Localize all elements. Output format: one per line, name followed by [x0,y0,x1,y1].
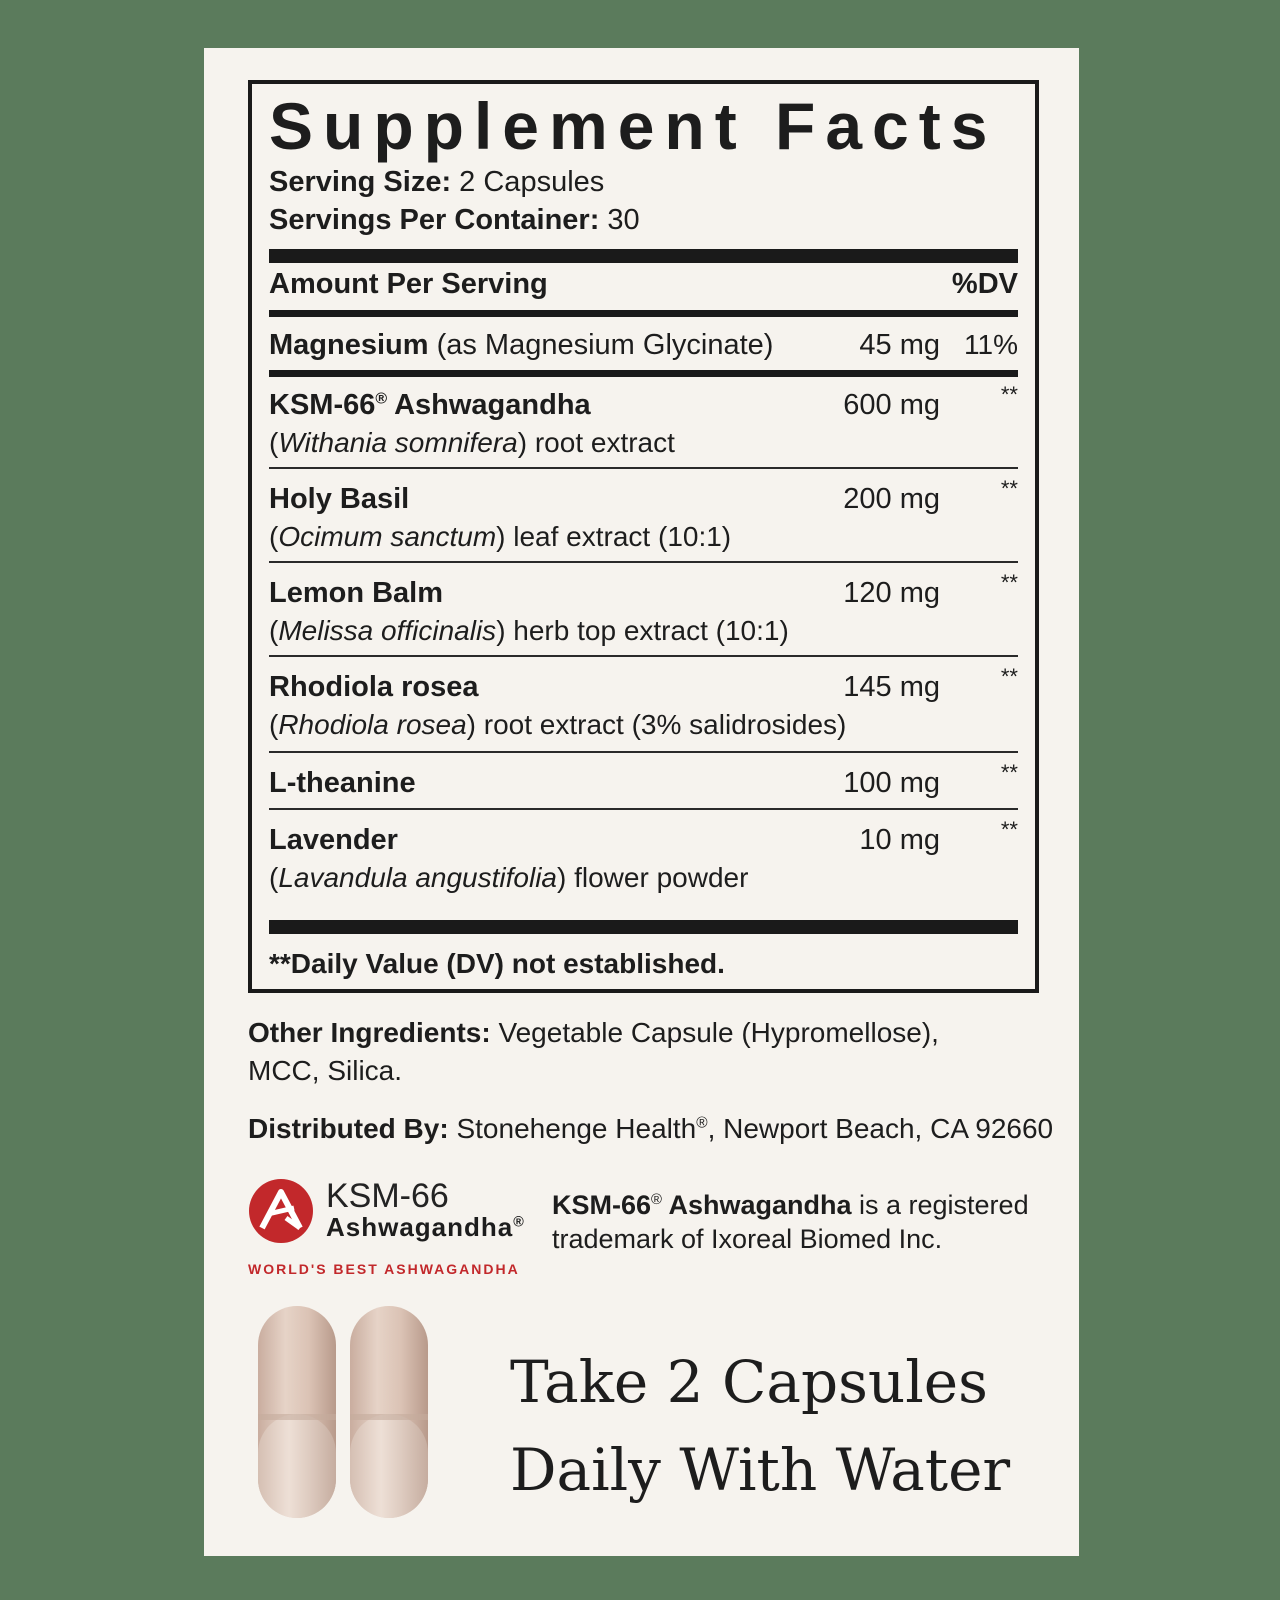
thin-divider [269,467,1018,469]
ingredient-dv: 11% [964,329,1018,360]
dv-header: %DV [951,268,1018,300]
ingredient-dv: ** [1000,570,1018,595]
ingredient-name: L-theanine [269,767,416,799]
medium-divider [269,370,1018,377]
other-ingredients: Other Ingredients: Vegetable Capsule (Hypromellose), MCC, Silica. [248,1017,939,1086]
ingredient-dv: ** [1000,476,1018,501]
capsules-image [254,1302,434,1522]
ingredient-amount: 145 mg [843,671,940,703]
ingredient-amount: 120 mg [843,577,940,609]
ingredient-description: (Lavandula angustifolia) flower powder [269,862,749,893]
serving-size: Serving Size: 2 Capsules [269,166,605,198]
ingredient-dv: ** [1000,817,1018,842]
thin-divider [269,751,1018,753]
ksm66-logo-icon [248,1178,314,1244]
thin-divider [269,655,1018,657]
thick-divider [269,920,1018,934]
ingredient-amount: 200 mg [843,483,940,515]
registered-mark: ® [375,390,388,408]
ingredient-name: Rhodiola rosea [269,671,479,703]
ingredient-dv: ** [1000,760,1018,785]
distributed-by: Distributed By: Stonehenge Health®, Newport Beach, CA 92660 [248,1113,1054,1144]
dv-footnote: **Daily Value (DV) not established. [269,948,725,979]
trademark-notice: KSM-66® Ashwagandha is a registered trademark of Ixoreal Biomed Inc. [552,1190,1029,1254]
logo-ksm66-text: KSM-66 [326,1177,449,1215]
ingredient-dv: ** [1000,382,1018,407]
ingredient-name: KSM-66 [269,389,376,421]
ingredient-source: (as Magnesium Glycinate) [428,329,774,361]
thin-divider [269,561,1018,563]
ingredient-description: (Rhodiola rosea) root extract (3% salidrosides) [269,709,847,740]
ingredient-description: (Ocimum sanctum) leaf extract (10:1) [269,521,732,552]
ingredient-name: Lavender [269,824,398,856]
ingredient-amount: 100 mg [843,767,940,799]
amount-per-serving-label: Amount Per Serving [269,268,548,300]
thin-divider [269,808,1018,810]
supplement-label-card [204,48,1079,1556]
ingredient-description: (Melissa officinalis) herb top extract (10:1) [269,615,789,646]
thick-divider [269,249,1018,263]
ingredient-amount: 10 mg [859,824,940,856]
dosage-instructions: Take 2 Capsules Daily With Water [510,1348,1011,1504]
ingredient-name: Holy Basil [269,483,410,515]
servings-per-container: Servings Per Container: 30 [269,204,640,236]
supplement-facts-panel: Supplement Facts Serving Size: 2 Capsules Servings Per Container: 30 Amount Per Serving %DV Magnesium (as Magnesium Glycinate) 45 mg 11% KSM-66® Ashwagandha (Withania somnifera) root extract 600 mg ** Holy Basil (Ocimum sanctum) leaf extract (10:1) 200 mg ** Lemon Balm (Melissa officinalis) herb top extract (10:1) 120 mg ** Rhodiola rosea (Rhodiola rosea) root extract (3% salidrosides) 145 mg ** L-theanine 100 mg ** Lavender (Lavandula angustifolia) flower powder 10 mg ** **Daily Value (DV) not established. [248,80,1039,993]
ingredient-name: Lemon Balm [269,577,444,609]
logo-tagline: WORLD'S BEST ASHWAGANDHA [248,1261,520,1277]
ingredient-description: (Withania somnifera) root extract [269,427,675,458]
ingredient-name: Magnesium [269,329,429,361]
medium-divider [269,310,1018,317]
facts-title: Supplement Facts [269,89,998,163]
ingredient-dv: ** [1000,664,1018,689]
amount-header-row [269,264,1018,304]
ingredient-amount: 600 mg [843,389,940,421]
logo-ashwagandha-text: Ashwagandha® [326,1212,525,1242]
ingredient-amount: 45 mg [859,329,940,361]
